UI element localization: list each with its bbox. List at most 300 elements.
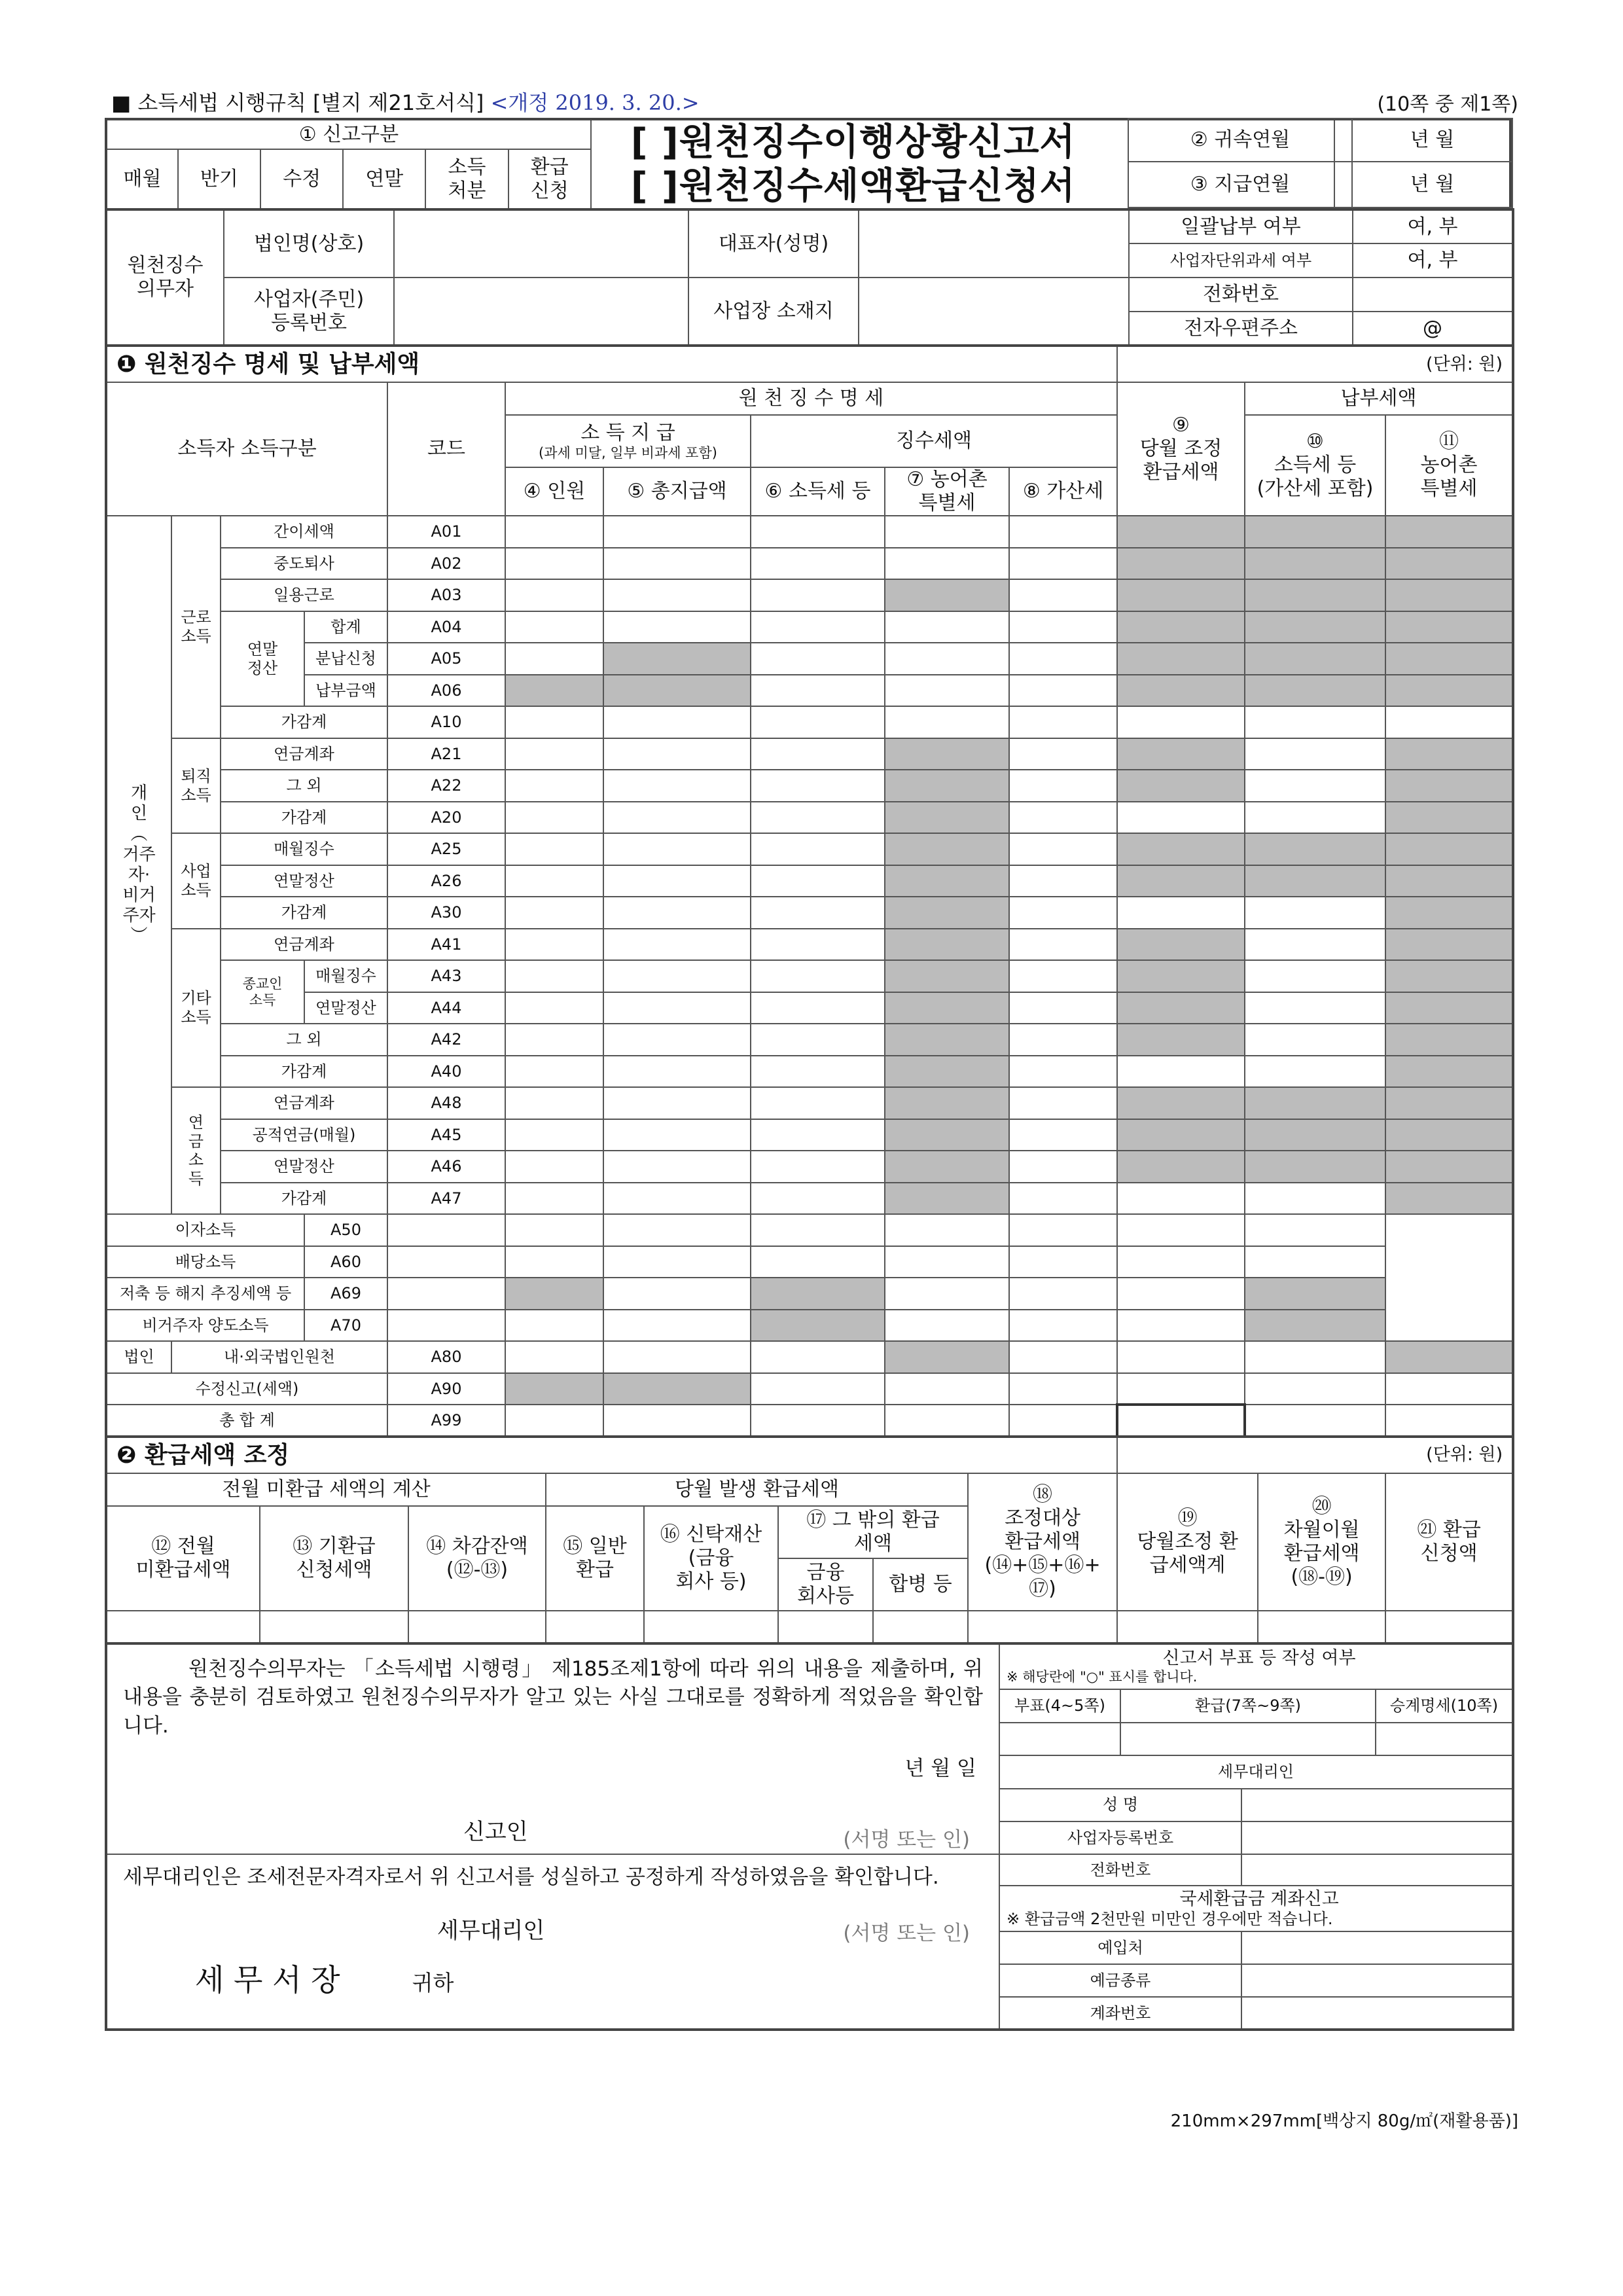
amount-cell[interactable] <box>751 1087 885 1119</box>
amount-cell[interactable] <box>505 802 603 834</box>
amount-cell[interactable] <box>505 1024 603 1056</box>
group-individual: 개 인 ︵ 거주 자· 비거 주자 ︶ <box>106 516 171 1214</box>
corp-name-input[interactable] <box>394 209 688 278</box>
amount-cell[interactable] <box>885 1278 1009 1310</box>
amount-cell[interactable] <box>1009 643 1117 675</box>
amount-cell[interactable] <box>1117 1246 1245 1278</box>
amount-cell <box>1385 548 1513 580</box>
amount-cell[interactable] <box>751 770 885 802</box>
amount-cell[interactable] <box>603 929 751 961</box>
amount-cell <box>1117 738 1245 770</box>
amount-cell[interactable] <box>751 1056 885 1088</box>
amount-cell[interactable] <box>505 865 603 897</box>
amount-cell[interactable] <box>885 1405 1009 1437</box>
refund-input[interactable] <box>1385 1611 1513 1643</box>
col17b-header: 합병 등 <box>873 1558 968 1611</box>
amount-cell <box>1385 897 1513 929</box>
type-half[interactable]: 반기 <box>178 149 260 209</box>
amount-cell[interactable] <box>751 1024 885 1056</box>
amount-cell[interactable] <box>505 738 603 770</box>
address-input[interactable] <box>859 278 1129 346</box>
rep-name-label: 대표자(성명) <box>688 209 859 278</box>
amount-cell[interactable] <box>751 611 885 643</box>
amount-cell[interactable] <box>1009 802 1117 834</box>
amount-cell[interactable] <box>505 1405 603 1437</box>
attach-input[interactable] <box>1120 1723 1376 1755</box>
amount-cell[interactable] <box>603 611 751 643</box>
amount-cell[interactable] <box>603 833 751 865</box>
amount-cell[interactable] <box>751 929 885 961</box>
amount-cell[interactable] <box>505 643 603 675</box>
amount-cell[interactable] <box>505 1341 603 1373</box>
col5-header: ⑤ 총지급액 <box>603 467 751 516</box>
amount-cell[interactable] <box>603 1246 751 1278</box>
rep-name-input[interactable] <box>859 209 1129 278</box>
amount-cell[interactable] <box>1009 675 1117 707</box>
refund-input[interactable] <box>968 1611 1117 1643</box>
amount-cell[interactable] <box>885 516 1009 548</box>
amount-cell[interactable] <box>1117 1278 1245 1310</box>
attach-col3: 승계명세(10쪽) <box>1376 1689 1513 1722</box>
amount-cell[interactable] <box>751 1341 885 1373</box>
section1-table <box>105 344 1514 1438</box>
phone-input[interactable] <box>1353 278 1513 312</box>
section2-table <box>105 1435 1514 1645</box>
amount-cell[interactable] <box>751 802 885 834</box>
revision-date: <개정 2019. 3. 20.> <box>490 90 700 115</box>
row-label: 저축 등 해지 추징세액 등 <box>106 1278 304 1310</box>
amount-cell[interactable] <box>751 897 885 929</box>
amount-cell <box>1245 865 1385 897</box>
corp-name-label: 법인명(상호) <box>224 209 394 278</box>
amount-cell[interactable] <box>603 1405 751 1437</box>
amount-cell[interactable] <box>505 1246 603 1278</box>
row-label: 그 외 <box>221 770 387 802</box>
acct-no-input[interactable] <box>1241 1997 1513 2030</box>
unit-tax-input[interactable]: 여, 부 <box>1353 243 1513 278</box>
amount-cell[interactable] <box>603 960 751 992</box>
amount-cell[interactable] <box>505 548 603 580</box>
attribution-month-input[interactable]: 년 월 <box>1352 118 1512 162</box>
amount-cell <box>885 579 1009 611</box>
amount-cell[interactable] <box>885 675 1009 707</box>
amount-cell[interactable] <box>751 1151 885 1183</box>
amount-cell[interactable] <box>387 1214 505 1246</box>
amount-cell[interactable] <box>751 1373 885 1405</box>
amount-cell <box>885 1056 1009 1088</box>
amount-cell[interactable] <box>505 1214 603 1246</box>
attach-input[interactable] <box>1376 1723 1513 1755</box>
amount-cell <box>1117 579 1245 611</box>
amount-cell[interactable] <box>1245 770 1385 802</box>
amount-cell[interactable] <box>603 1056 751 1088</box>
amount-cell[interactable] <box>1009 1214 1117 1246</box>
amount-cell[interactable] <box>505 833 603 865</box>
report-type-title: ① 신고구분 <box>106 119 591 149</box>
amount-cell[interactable] <box>1009 992 1117 1024</box>
amount-cell[interactable] <box>1009 1024 1117 1056</box>
reg-no-input[interactable] <box>394 278 688 346</box>
amount-cell[interactable] <box>1385 1373 1513 1405</box>
amount-cell[interactable] <box>603 738 751 770</box>
ta-phone-input[interactable] <box>1241 1854 1513 1886</box>
type-yearend[interactable]: 연말 <box>343 149 425 209</box>
amount-cell[interactable] <box>1117 1214 1245 1246</box>
amount-cell <box>751 1310 885 1342</box>
amount-cell[interactable] <box>1009 960 1117 992</box>
amount-cell <box>1245 548 1385 580</box>
amount-cell[interactable] <box>1009 611 1117 643</box>
amount-cell[interactable] <box>885 611 1009 643</box>
amount-cell[interactable] <box>1009 516 1117 548</box>
amount-cell[interactable] <box>751 1246 885 1278</box>
section1-title: ❶ 원천징수 명세 및 납부세액 <box>106 346 1117 382</box>
amount-cell <box>885 770 1009 802</box>
amount-cell[interactable] <box>505 611 603 643</box>
amount-cell[interactable] <box>1245 1373 1385 1405</box>
col9-header: ⑨ 당월 조정 환급세액 <box>1117 382 1245 516</box>
amount-cell <box>1385 1341 1513 1373</box>
col18-header: ⑱ 조정대상 환급세액 (⑭+⑮+⑯+ ⑰) <box>968 1473 1117 1611</box>
amount-cell[interactable] <box>1117 897 1245 929</box>
amount-cell[interactable] <box>1245 1405 1385 1437</box>
amount-cell[interactable] <box>603 1214 751 1246</box>
amount-cell[interactable] <box>1245 1024 1385 1056</box>
amount-cell[interactable] <box>1245 992 1385 1024</box>
detail-header: 원 천 징 수 명 세 <box>505 382 1117 415</box>
attach-col1: 부표(4~5쪽) <box>999 1689 1120 1722</box>
type-monthly[interactable]: 매월 <box>106 149 178 209</box>
amount-cell[interactable] <box>505 516 603 548</box>
row-label: 총 합 계 <box>106 1405 387 1437</box>
bank-label: 예입처 <box>999 1931 1241 1964</box>
amount-cell[interactable] <box>885 1310 1009 1342</box>
amount-cell[interactable] <box>387 1278 505 1310</box>
amount-cell[interactable] <box>603 1341 751 1373</box>
row-label: 연금계좌 <box>221 929 387 961</box>
amount-cell[interactable] <box>603 1183 751 1215</box>
amount-cell[interactable] <box>1009 1151 1117 1183</box>
row-code: A90 <box>387 1373 505 1405</box>
amount-cell <box>1117 960 1245 992</box>
col16-header: ⑯ 신탁재산 (금융 회사 등) <box>644 1506 778 1611</box>
amount-cell[interactable] <box>505 1151 603 1183</box>
amount-cell[interactable] <box>603 706 751 738</box>
amount-cell[interactable] <box>1245 738 1385 770</box>
amount-cell[interactable] <box>387 1246 505 1278</box>
bank-input[interactable] <box>1241 1931 1513 1964</box>
amount-cell[interactable] <box>505 770 603 802</box>
amount-cell[interactable] <box>751 579 885 611</box>
amount-cell[interactable] <box>1117 1310 1245 1342</box>
amount-cell[interactable] <box>751 643 885 675</box>
amount-cell <box>1245 1310 1385 1342</box>
amount-cell[interactable] <box>603 865 751 897</box>
email-input[interactable]: @ <box>1353 312 1513 346</box>
amount-cell[interactable] <box>505 1310 603 1342</box>
ta-name-input[interactable] <box>1241 1789 1513 1821</box>
reg-no-label: 사업자(주민) 등록번호 <box>224 278 394 346</box>
amount-cell <box>1385 1056 1513 1088</box>
amount-cell[interactable] <box>505 1183 603 1215</box>
amount-cell[interactable] <box>885 1246 1009 1278</box>
amount-cell[interactable] <box>751 706 885 738</box>
amount-cell[interactable] <box>1009 1405 1117 1437</box>
amount-cell <box>1117 833 1245 865</box>
amount-cell <box>603 675 751 707</box>
amount-cell <box>1385 1183 1513 1215</box>
amount-cell[interactable] <box>603 1119 751 1151</box>
amount-cell <box>1245 1151 1385 1183</box>
amount-cell[interactable] <box>603 992 751 1024</box>
group-religious: 종교인 소득 <box>221 960 304 1024</box>
amount-cell[interactable] <box>1009 1278 1117 1310</box>
refund-input[interactable] <box>873 1611 968 1643</box>
amount-cell <box>505 1373 603 1405</box>
ta-phone-label: 전화번호 <box>999 1854 1241 1886</box>
agent-label: 원천징수 의무자 <box>106 209 224 346</box>
amount-cell[interactable] <box>751 516 885 548</box>
refund-input[interactable] <box>408 1611 546 1643</box>
amount-cell[interactable] <box>1009 929 1117 961</box>
amount-cell <box>1117 992 1245 1024</box>
amount-cell[interactable] <box>751 675 885 707</box>
amount-cell <box>1385 992 1513 1024</box>
amount-cell <box>1245 643 1385 675</box>
type-amend[interactable]: 수정 <box>260 149 343 209</box>
amount-cell[interactable] <box>1009 1341 1117 1373</box>
curr-refund-header: 당월 발생 환급세액 <box>546 1473 968 1506</box>
refund-input[interactable] <box>546 1611 644 1643</box>
phone-label: 전화번호 <box>1129 278 1353 312</box>
amount-cell[interactable] <box>1245 802 1385 834</box>
amount-cell[interactable] <box>603 802 751 834</box>
page-number: (10쪽 중 제1쪽) <box>1377 93 1518 116</box>
row-code: A06 <box>387 675 505 707</box>
bulk-pay-input[interactable]: 여, 부 <box>1353 209 1513 243</box>
amount-cell <box>505 675 603 707</box>
amount-cell[interactable] <box>1009 1246 1117 1278</box>
amount-cell[interactable] <box>1009 1373 1117 1405</box>
amount-cell <box>1385 929 1513 961</box>
row-label: 중도퇴사 <box>221 548 387 580</box>
attach-input[interactable] <box>999 1723 1120 1755</box>
amount-cell <box>1245 1278 1385 1310</box>
reporter-sign[interactable]: (서명 또는 인) <box>843 1828 970 1852</box>
row-code: A48 <box>387 1087 505 1119</box>
amount-cell[interactable] <box>1117 1373 1245 1405</box>
row-code: A05 <box>387 643 505 675</box>
amount-cell[interactable] <box>1245 706 1385 738</box>
amount-cell[interactable] <box>1385 706 1513 738</box>
row-code: A47 <box>387 1183 505 1215</box>
amount-cell[interactable] <box>751 1119 885 1151</box>
amount-cell[interactable] <box>1009 770 1117 802</box>
amount-cell[interactable] <box>603 1151 751 1183</box>
amount-cell <box>1385 643 1513 675</box>
amount-cell <box>885 1341 1009 1373</box>
amount-cell <box>1245 833 1385 865</box>
amount-cell[interactable] <box>885 706 1009 738</box>
amount-cell[interactable] <box>751 992 885 1024</box>
amount-cell[interactable] <box>1117 1056 1245 1088</box>
amount-cell[interactable] <box>505 1056 603 1088</box>
refund-input[interactable] <box>260 1611 408 1643</box>
amount-cell <box>1385 770 1513 802</box>
withholding-agent-table <box>105 208 1514 347</box>
amount-cell <box>885 897 1009 929</box>
amount-cell[interactable] <box>603 1024 751 1056</box>
amount-cell[interactable] <box>1009 1087 1117 1119</box>
refund-input[interactable] <box>1117 1611 1258 1643</box>
amount-cell[interactable] <box>1009 833 1117 865</box>
amount-cell[interactable] <box>1117 1405 1245 1437</box>
col4-header: ④ 인원 <box>505 467 603 516</box>
row-code: A80 <box>387 1341 505 1373</box>
amount-cell[interactable] <box>1245 1246 1385 1278</box>
amount-cell[interactable] <box>751 548 885 580</box>
row-code: A40 <box>387 1056 505 1088</box>
amount-cell <box>1385 611 1513 643</box>
agent-sign[interactable]: (서명 또는 인) <box>843 1922 970 1946</box>
amount-cell[interactable] <box>1009 706 1117 738</box>
amount-cell[interactable] <box>505 929 603 961</box>
col15-header: ⑮ 일반 환급 <box>546 1506 644 1611</box>
amount-cell[interactable] <box>885 1373 1009 1405</box>
section2-title: ❷ 환급세액 조정 <box>106 1437 1117 1473</box>
row-label: 가감계 <box>221 802 387 834</box>
amount-cell[interactable] <box>751 1183 885 1215</box>
acct-type-label: 예금종류 <box>999 1964 1241 1997</box>
amount-cell[interactable] <box>1009 548 1117 580</box>
amount-cell[interactable] <box>751 1214 885 1246</box>
col7-header: ⑦ 농어촌 특별세 <box>885 467 1009 516</box>
amount-cell[interactable] <box>1009 579 1117 611</box>
amount-cell[interactable] <box>1245 960 1385 992</box>
group-wage: 근로 소득 <box>171 516 221 738</box>
amount-cell[interactable] <box>1009 738 1117 770</box>
amount-cell[interactable] <box>603 897 751 929</box>
amount-cell[interactable] <box>1117 802 1245 834</box>
col6-header: ⑥ 소득세 등 <box>751 467 885 516</box>
amount-cell[interactable] <box>1009 1056 1117 1088</box>
amount-cell[interactable] <box>751 833 885 865</box>
amount-cell[interactable] <box>885 1214 1009 1246</box>
amount-cell[interactable] <box>603 770 751 802</box>
declaration-date[interactable]: 년 월 일 <box>904 1757 976 1781</box>
row-code: A03 <box>387 579 505 611</box>
amount-cell[interactable] <box>505 1087 603 1119</box>
row-code: A20 <box>387 802 505 834</box>
amount-cell <box>885 1151 1009 1183</box>
row-code: A45 <box>387 1119 505 1151</box>
amount-cell <box>1117 611 1245 643</box>
amount-cell[interactable] <box>1385 1405 1513 1437</box>
amount-cell[interactable] <box>751 960 885 992</box>
amount-cell[interactable] <box>1009 1119 1117 1151</box>
row-label: 간이세액 <box>221 516 387 548</box>
amount-cell[interactable] <box>505 706 603 738</box>
amount-cell <box>1117 865 1245 897</box>
acct-type-input[interactable] <box>1241 1964 1513 1997</box>
type-disposal[interactable]: 소득 처분 <box>425 149 508 209</box>
refund-input[interactable] <box>778 1611 873 1643</box>
amount-cell[interactable] <box>1117 1183 1245 1215</box>
amount-cell[interactable] <box>603 548 751 580</box>
amount-cell[interactable] <box>751 1405 885 1437</box>
amount-cell[interactable] <box>1245 929 1385 961</box>
amount-cell[interactable] <box>1245 1214 1385 1246</box>
col19-header: ⑲ 당월조정 환 급세액계 <box>1117 1473 1258 1611</box>
amount-cell[interactable] <box>603 579 751 611</box>
tax-office-chief: 세 무 서 장 <box>195 1962 340 1998</box>
amount-cell <box>603 1373 751 1405</box>
amount-cell[interactable] <box>1009 897 1117 929</box>
refund-input[interactable] <box>644 1611 778 1643</box>
row-label: 매월징수 <box>221 833 387 865</box>
amount-cell <box>885 1119 1009 1151</box>
code-header: 코드 <box>387 382 505 516</box>
amount-cell[interactable] <box>1009 1310 1117 1342</box>
amount-cell[interactable] <box>1245 897 1385 929</box>
amount-cell[interactable] <box>1009 1183 1117 1215</box>
amount-cell[interactable] <box>505 897 603 929</box>
amount-cell[interactable] <box>885 548 1009 580</box>
amount-cell[interactable] <box>1117 706 1245 738</box>
amount-cell <box>1117 770 1245 802</box>
ta-reg-input[interactable] <box>1241 1821 1513 1854</box>
amount-cell[interactable] <box>387 1310 505 1342</box>
amount-cell[interactable] <box>505 992 603 1024</box>
row-label: 내·외국법인원천 <box>171 1341 387 1373</box>
amount-cell[interactable] <box>751 738 885 770</box>
amount-cell[interactable] <box>505 579 603 611</box>
row-code: A22 <box>387 770 505 802</box>
row-label: 납부금액 <box>304 675 387 707</box>
group-business: 사업 소득 <box>171 833 221 929</box>
form-title-2: [ ]원천징수세액환급신청서 <box>630 165 1076 208</box>
amount-cell[interactable] <box>885 643 1009 675</box>
row-code: A50 <box>304 1214 387 1246</box>
type-refund[interactable]: 환급 신청 <box>508 149 591 209</box>
refund-input[interactable] <box>1258 1611 1385 1643</box>
amount-cell[interactable] <box>751 865 885 897</box>
amount-cell <box>603 643 751 675</box>
amount-cell <box>1385 1087 1513 1119</box>
amount-cell[interactable] <box>603 516 751 548</box>
row-label: 일용근로 <box>221 579 387 611</box>
period-table <box>1128 118 1513 208</box>
amount-cell[interactable] <box>603 1310 751 1342</box>
amount-cell <box>885 960 1009 992</box>
income-paid-header: 소 득 지 급 <box>580 421 675 444</box>
amount-cell[interactable] <box>1245 1341 1385 1373</box>
amount-cell[interactable] <box>1245 1056 1385 1088</box>
amount-cell[interactable] <box>1117 1341 1245 1373</box>
refund-input[interactable] <box>106 1611 260 1643</box>
row-code: A41 <box>387 929 505 961</box>
amount-cell[interactable] <box>1009 865 1117 897</box>
amount-cell[interactable] <box>505 960 603 992</box>
chief-suffix: 귀하 <box>412 1970 454 1996</box>
payment-month-input[interactable]: 년 월 <box>1352 162 1512 207</box>
amount-cell[interactable] <box>603 1087 751 1119</box>
amount-cell[interactable] <box>603 1278 751 1310</box>
form-reference: ■ 소득세법 시행규칙 [별지 제21호서식] <개정 2019. 3. 20.> <box>111 90 700 115</box>
attach-col2: 환급(7쪽~9쪽) <box>1120 1689 1376 1722</box>
amount-cell[interactable] <box>505 1119 603 1151</box>
amount-cell[interactable] <box>1245 1183 1385 1215</box>
